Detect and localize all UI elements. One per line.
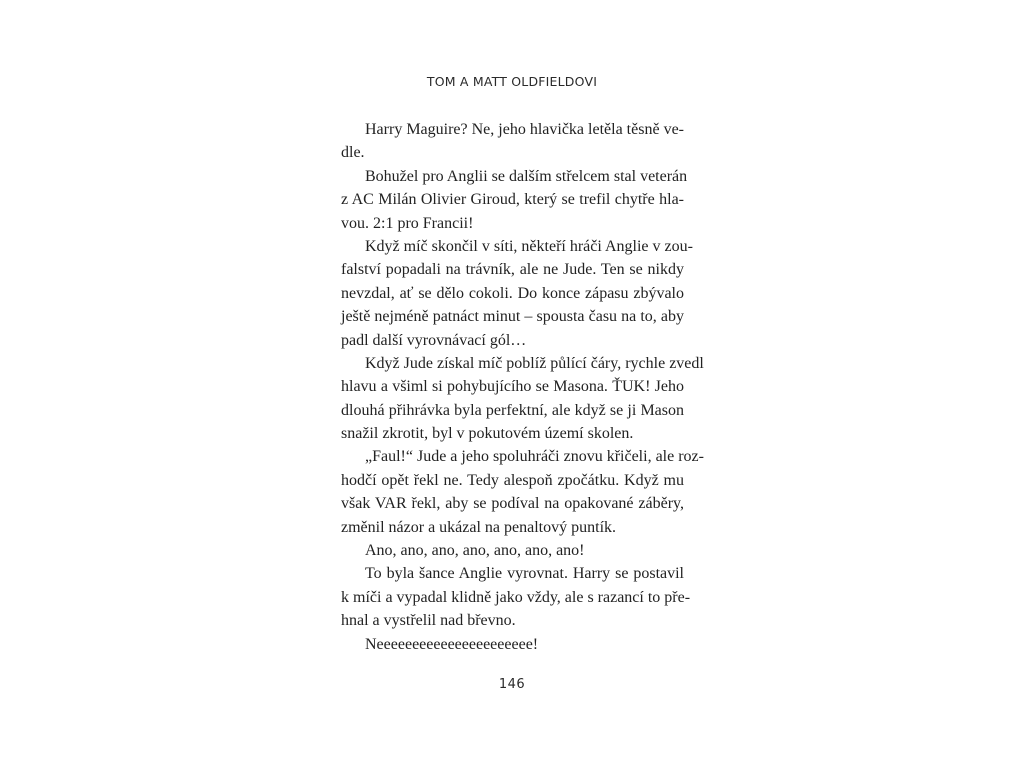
text-line: k míči a vypadal klidně jako vždy, ale s razancí to pře-	[341, 588, 691, 606]
text-line: Když Jude získal míč poblíž půlící čáry, rychle zvedl	[365, 354, 704, 372]
text-line: změnil názor a ukázal na penaltový puntík.	[341, 518, 617, 536]
text-line: snažil zkrotit, byl v pokutovém území skolen.	[341, 425, 634, 443]
text-line: Bohužel pro Anglii se dalším střelcem stal veterán	[365, 167, 688, 185]
text-line: dlouhá přihrávka byla perfektní, ale když se ji Mason	[341, 401, 684, 419]
text-line: však VAR řekl, aby se podíval na opakované záběry,	[341, 495, 684, 513]
text-line: dle.	[341, 144, 365, 162]
text-line: ještě nejméně patnáct minut – spousta času na to, aby	[341, 308, 684, 326]
text-line: hlavu a všiml si pohybujícího se Masona. ŤUK! Jeho	[341, 378, 684, 396]
text-line: z AC Milán Olivier Giroud, který se trefil chytře hla-	[341, 191, 684, 209]
text-line: padl další vyrovnávací gól…	[341, 331, 527, 349]
text-line: falství popadali na trávník, ale ne Jude. Ten se nikdy	[341, 261, 684, 279]
text-line: Neeeeeeeeeeeeeeeeeeeeee!	[365, 635, 539, 653]
text-line: hnal a vystřelil nad břevno.	[341, 612, 516, 630]
text-line: nevzdal, ať se dělo cokoli. Do konce zápasu zbývalo	[341, 284, 684, 302]
text-line: „Faul!“ Jude a jeho spoluhráči znovu křičeli, ale roz-	[365, 448, 704, 466]
page-number: 146	[498, 677, 526, 692]
body-text	[341, 118, 704, 656]
text-line: Když míč skončil v síti, někteří hráči Anglie v zou-	[365, 237, 693, 255]
text-line: To byla šance Anglie vyrovnat. Harry se postavil	[365, 565, 684, 583]
text-line: vou. 2:1 pro Francii!	[341, 214, 474, 232]
text-line: Ano, ano, ano, ano, ano, ano, ano!	[365, 542, 585, 560]
running-head: TOM A MATT OLDFIELDOVI	[426, 74, 598, 89]
text-line: Harry Maguire? Ne, jeho hlavička letěla těsně ve-	[365, 121, 684, 138]
text-line: hodčí opět řekl ne. Tedy alespoň zpočátku. Když mu	[341, 471, 684, 489]
